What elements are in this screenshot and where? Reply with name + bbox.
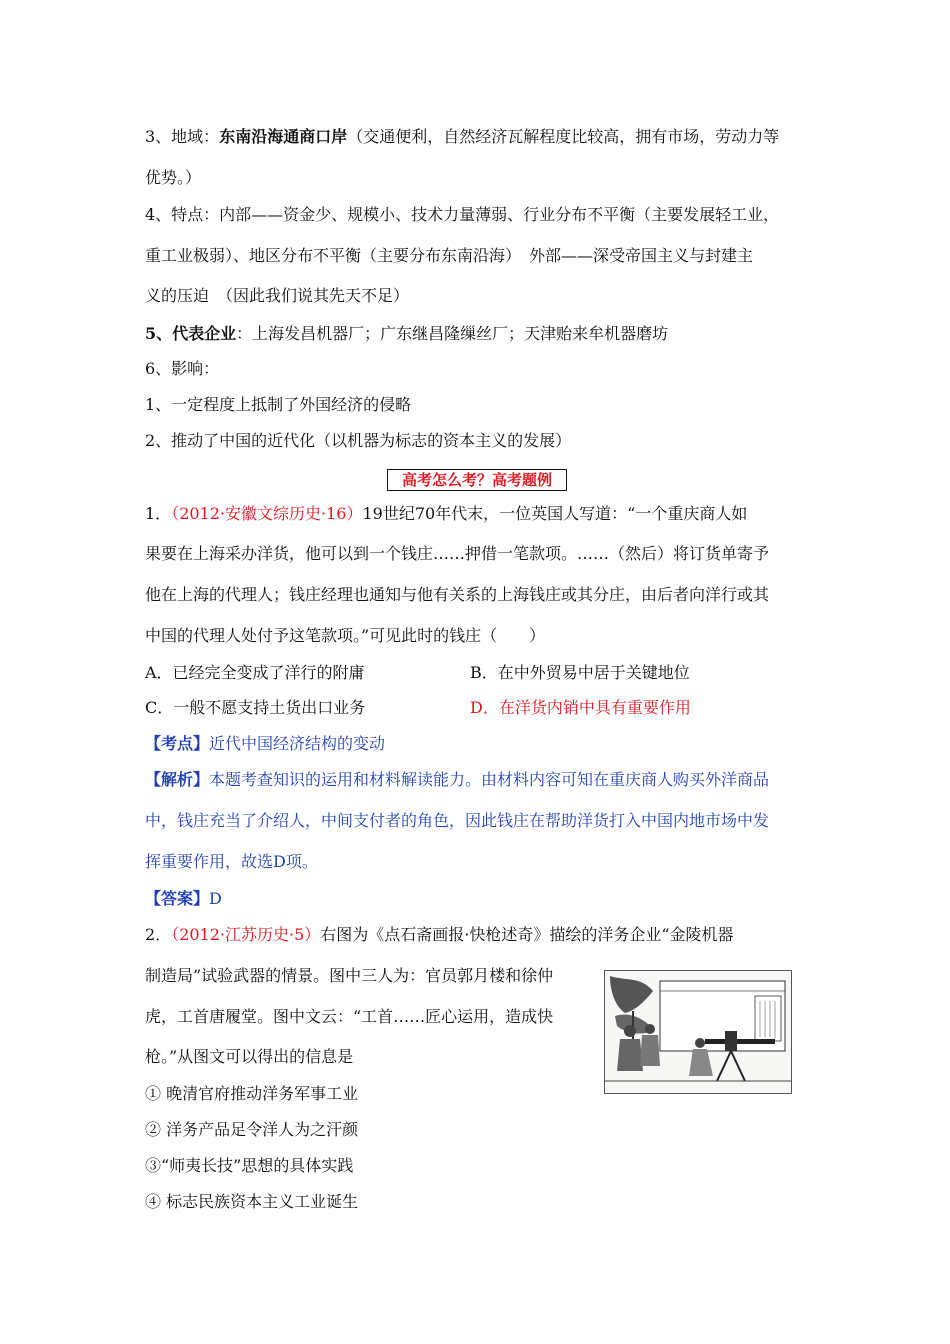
section-4-line-1: 4、特点：内部——资金少、规模小、技术力量薄弱、行业分布不平衡（主要发展轻工业，: [145, 205, 780, 224]
section-3-prefix: 3、地域：: [145, 127, 220, 146]
q1-option-c: C．一般不愿支持土货出口业务: [145, 698, 366, 717]
q1-number: 1．: [145, 504, 172, 523]
section-5-rest: ：上海发昌机器厂；广东继昌隆缫丝厂；天津贻来牟机器磨坊: [236, 324, 669, 343]
q2-option-3: ③“师夷长技”思想的具体实践: [145, 1156, 354, 1175]
q1-option-b: B．在中外贸易中居于关键地位: [470, 663, 690, 682]
woodcut-illustration: [604, 970, 792, 1094]
q2-source: （2012·江苏历史·5）: [171, 925, 321, 944]
q1-line-4: 中国的代理人处付予这笔款项。”可见此时的钱庄（ ）: [145, 626, 546, 645]
q2-line-1: [145, 925, 810, 945]
q1-line-3: 他在上海的代理人；钱庄经理也通知与他有关系的上海钱庄或其分庄，由后者向洋行或其: [145, 585, 770, 604]
section-3-line-1: [145, 127, 810, 147]
section-6-title: 6、影响：: [145, 359, 220, 378]
jiexi-label: 【解析】: [145, 770, 210, 789]
q1-kaodian: [145, 734, 810, 754]
q2-number: 2．: [145, 925, 172, 944]
q1-jiexi-line-1: [145, 770, 810, 790]
q2-option-2: ② 洋务产品足令洋人为之汗颜: [145, 1120, 359, 1139]
section-3-bold: 东南沿海通商口岸: [219, 127, 348, 146]
section-5-bold: 5、代表企业: [145, 324, 237, 343]
kaodian-label: 【考点】: [145, 734, 210, 753]
q2-line-4: 枪。”从图文可以得出的信息是: [145, 1047, 354, 1066]
q1-text: 19世纪70年代末，一位英国人写道：“一个重庆商人如: [362, 504, 748, 523]
section-6-item-1: 1、一定程度上抵制了外国经济的侵略: [145, 395, 412, 414]
q2-option-1: ① 晚清官府推动洋务军事工业: [145, 1084, 359, 1103]
woodcut-illustration-drawing: [605, 971, 791, 1093]
q2-text: 右图为《点石斋画报·快枪述奇》描绘的洋务企业“金陵机器: [320, 925, 734, 944]
q2-line-2: 制造局”试验武器的情景。图中三人为：官员郭月楼和徐仲: [145, 966, 554, 985]
q1-option-d: D．在洋货内销中具有重要作用: [470, 698, 691, 717]
exam-banner: 高考怎么考？高考题例: [387, 469, 567, 491]
section-3-line-2: 优势。）: [145, 168, 202, 187]
section-4-line-3: 义的压迫 （因此我们说其先天不足）: [145, 286, 410, 305]
section-4-line-2: 重工业极弱）、地区分布不平衡（主要分布东南沿海） 外部——深受帝国主义与封建主: [145, 246, 754, 265]
answer-label: 【答案】: [145, 889, 210, 908]
q1-jiexi-line-2: 中，钱庄充当了介绍人，中间支付者的角色，因此钱庄在帮助洋货打入中国内地市场中发: [145, 811, 770, 830]
section-6-item-2: 2、推动了中国的近代化（以机器为标志的资本主义的发展）: [145, 431, 572, 450]
q2-option-4: ④ 标志民族资本主义工业诞生: [145, 1192, 359, 1211]
q1-source: （2012·安徽文综历史·16）: [171, 504, 363, 523]
q1-line-2: 果要在上海采办洋货，他可以到一个钱庄……押借一笔款项。……（然后）将订货单寄予: [145, 544, 770, 563]
section-3-rest: （交通便利，自然经济瓦解程度比较高，拥有市场，劳动力等: [347, 127, 780, 146]
jiexi-text-1: 本题考查知识的运用和材料解读能力。由材料内容可知在重庆商人购买外洋商品: [209, 770, 770, 789]
q1-option-a: A．已经完全变成了洋行的附庸: [145, 663, 365, 682]
kaodian-text: 近代中国经济结构的变动: [209, 734, 386, 753]
q1-jiexi-line-3: 挥重要作用，故选D项。: [145, 852, 318, 871]
section-5-line: [145, 324, 810, 344]
q1-answer: [145, 889, 810, 909]
q1-line-1: [145, 504, 810, 524]
answer-value: D: [209, 889, 222, 908]
q2-line-3: 虎，工首唐履堂。图中文云：“工首……匠心运用，造成快: [145, 1007, 554, 1026]
